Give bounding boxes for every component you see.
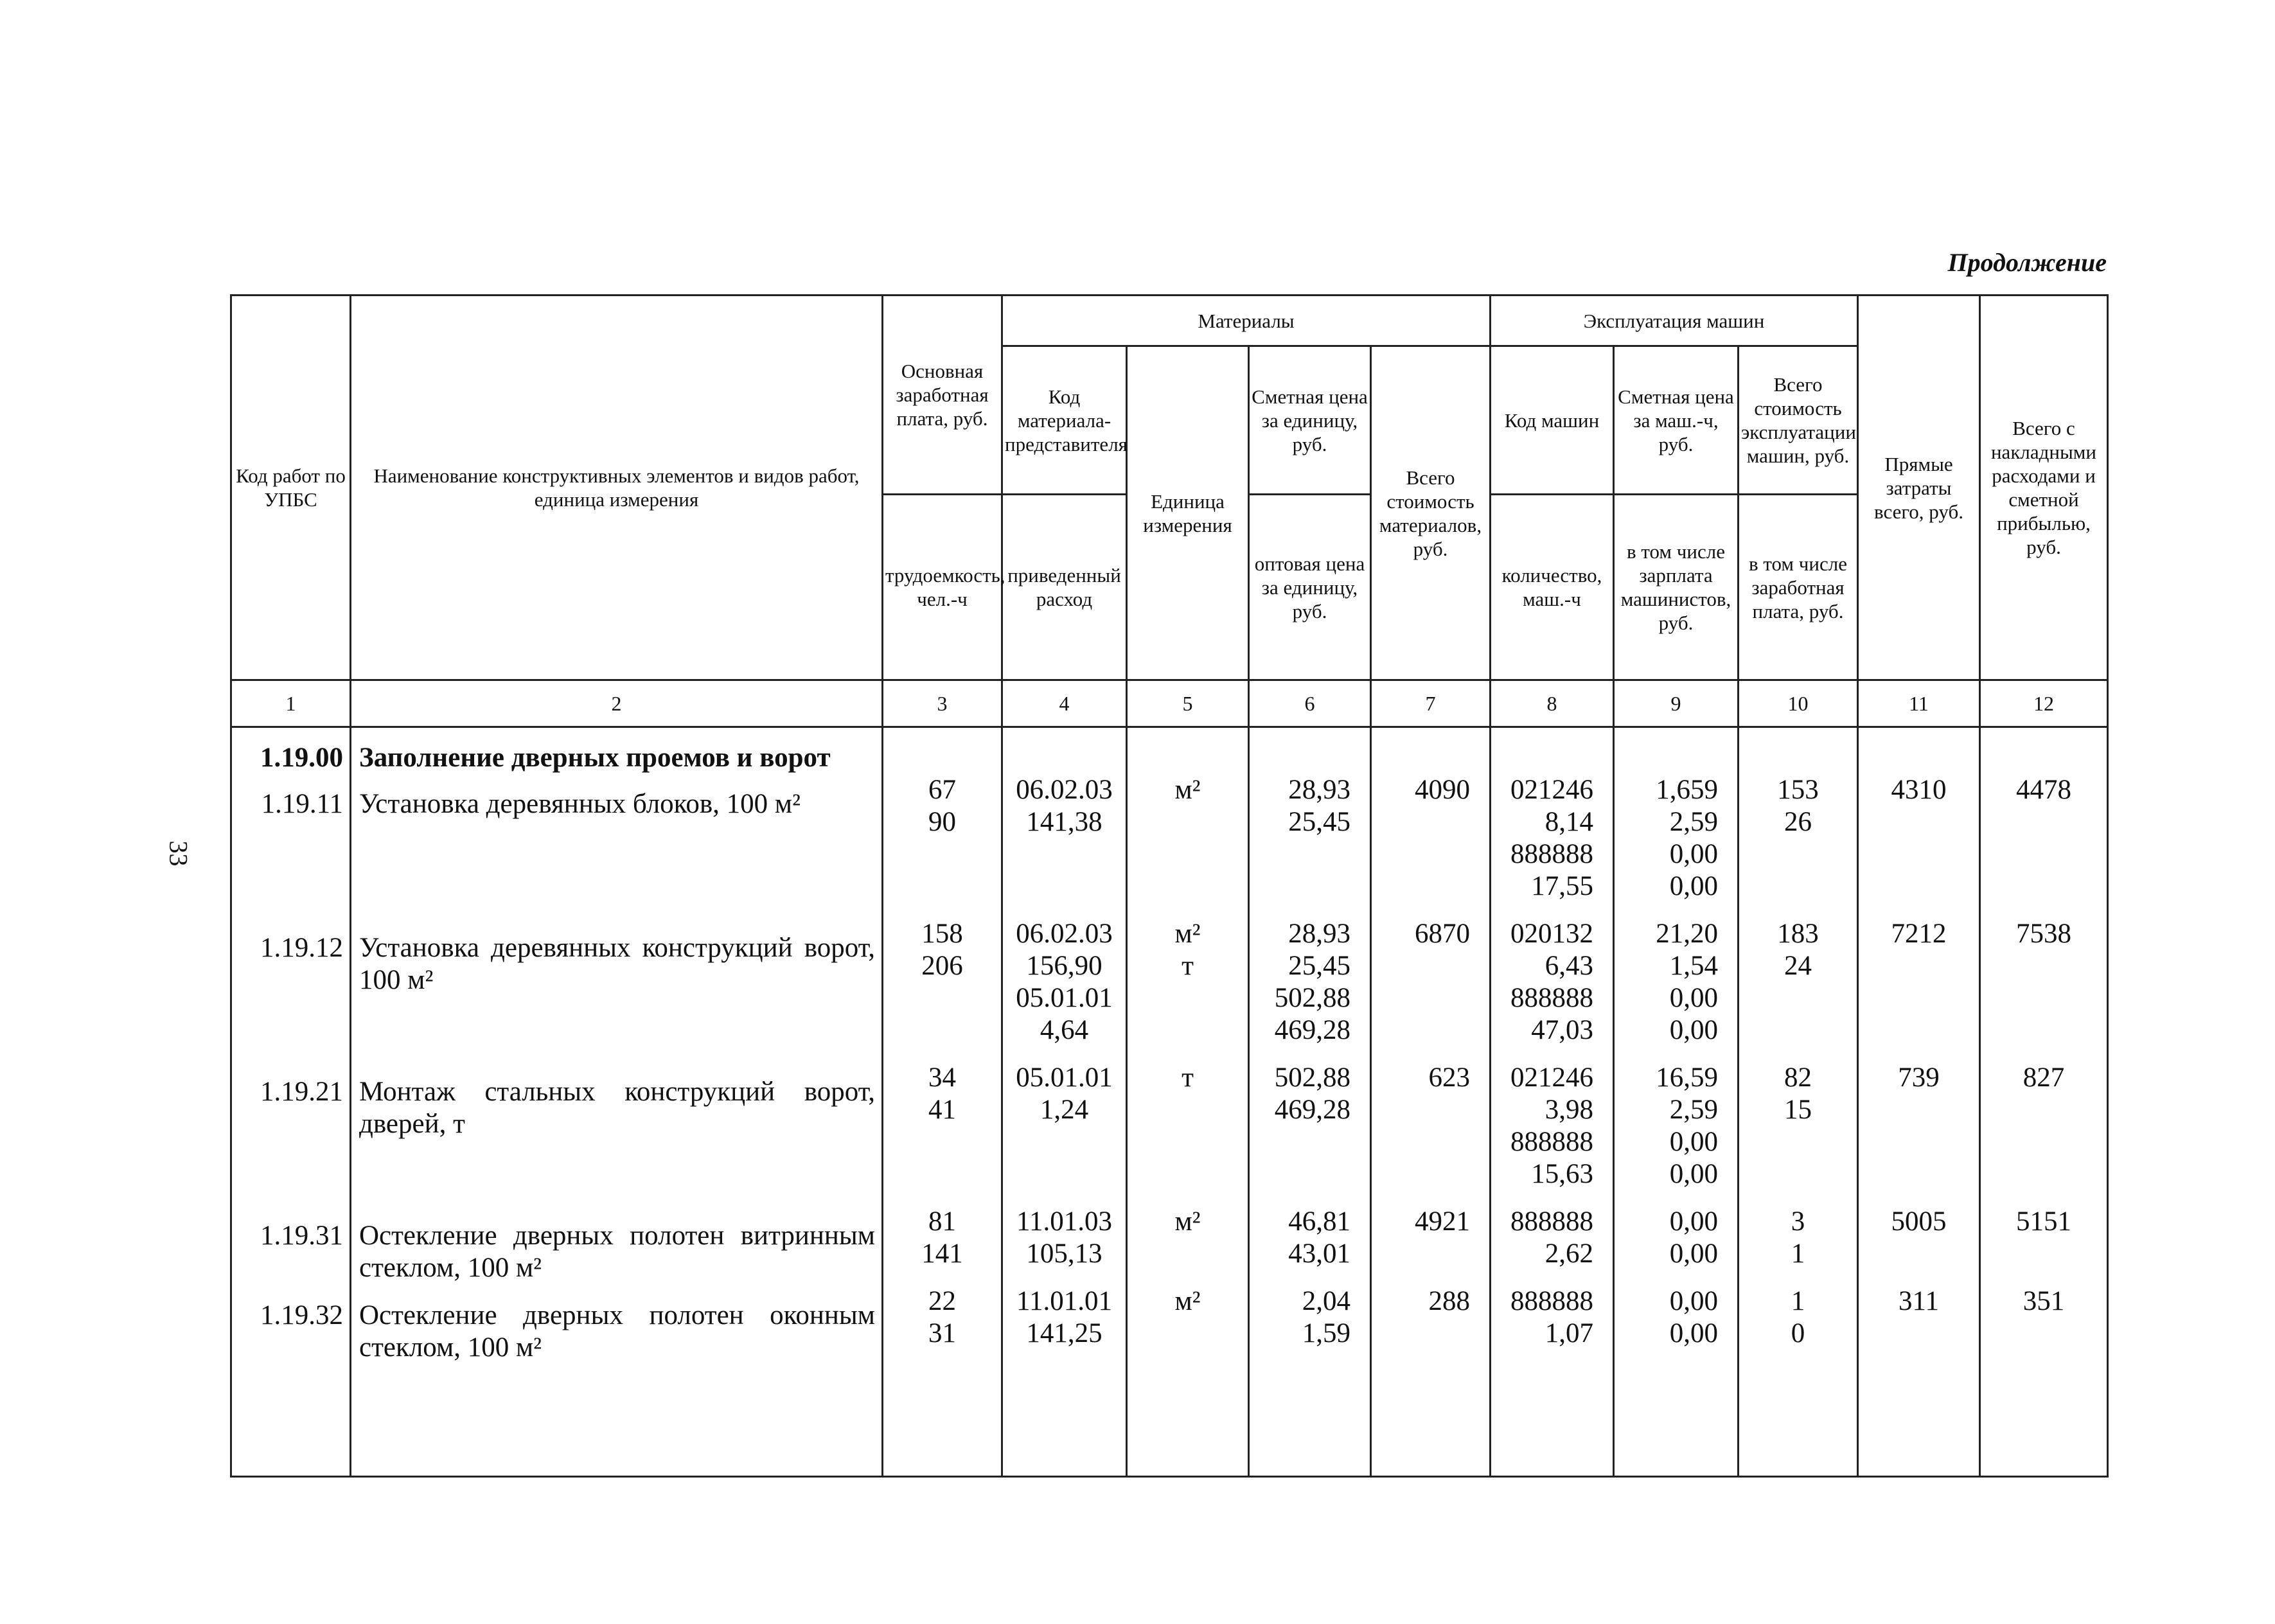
material-total: 623 bbox=[1428, 1063, 1470, 1093]
wage-value: 34 bbox=[928, 1063, 956, 1093]
unit-value: т bbox=[1182, 1063, 1194, 1093]
machine-value: 888888 bbox=[1510, 1286, 1593, 1316]
wage-value: 81 bbox=[928, 1206, 956, 1237]
col-title bbox=[351, 727, 883, 1477]
header-est-price: Сметная цена за единицу, руб. bbox=[1249, 346, 1371, 495]
table-row-block bbox=[883, 774, 1001, 918]
table-row-block bbox=[1003, 1206, 1126, 1285]
table-row-block bbox=[1491, 728, 1613, 774]
machine-value: 17,55 bbox=[1531, 871, 1593, 901]
table-row-block bbox=[1615, 1062, 1737, 1206]
machine-price-value: 0,00 bbox=[1669, 1239, 1718, 1269]
machine-value: 888888 bbox=[1510, 1127, 1593, 1157]
machine-value: 6,43 bbox=[1545, 951, 1593, 981]
table-row-block bbox=[883, 918, 1001, 1062]
wage-value: 22 bbox=[928, 1286, 956, 1316]
row-title: Установка деревянных конструкций ворот, 100 м² bbox=[359, 933, 875, 995]
table-row-block bbox=[1250, 728, 1370, 774]
price-value: 28,93 bbox=[1288, 775, 1350, 805]
col-mat-code bbox=[1002, 727, 1127, 1477]
header-mat-total: Всего стоимость материалов, руб. bbox=[1371, 346, 1491, 680]
header-wage: Основная заработная плата, руб. bbox=[883, 296, 1002, 495]
machine-price-value: 0,00 bbox=[1669, 1015, 1718, 1045]
col-unit bbox=[1127, 727, 1249, 1477]
machine-price-value: 0,00 bbox=[1669, 1206, 1718, 1237]
table-row-block bbox=[1491, 1285, 1613, 1365]
table-row-block bbox=[1739, 918, 1857, 1062]
machine-value: 1,07 bbox=[1545, 1318, 1593, 1348]
table-body bbox=[231, 727, 2108, 1477]
table-row-block bbox=[1250, 918, 1370, 1062]
machine-value: 021246 bbox=[1510, 775, 1593, 805]
material-value: 1,24 bbox=[1040, 1095, 1089, 1125]
table-row-block bbox=[1003, 774, 1126, 918]
machine-price-value: 1,659 bbox=[1656, 775, 1718, 805]
price-value: 502,88 bbox=[1274, 983, 1350, 1013]
direct-cost: 7212 bbox=[1891, 919, 1947, 949]
unit-value: м² bbox=[1174, 775, 1201, 805]
material-value: 156,90 bbox=[1026, 951, 1102, 981]
machine-value: 888888 bbox=[1510, 1206, 1593, 1237]
material-total: 6870 bbox=[1415, 919, 1470, 949]
wage-value: 141 bbox=[921, 1239, 963, 1269]
table-row-block bbox=[883, 728, 1001, 774]
column-number: 12 bbox=[1980, 680, 2108, 727]
table-row-block bbox=[1372, 1062, 1489, 1206]
table-row-block bbox=[1372, 1206, 1489, 1285]
table-row-block bbox=[1981, 1062, 2107, 1206]
header-mach-price: Сметная цена за маш.-ч, руб. bbox=[1614, 346, 1739, 495]
machine-total-value: 1 bbox=[1791, 1286, 1805, 1316]
price-value: 1,59 bbox=[1302, 1318, 1350, 1348]
material-value: 11.01.01 bbox=[1016, 1286, 1112, 1316]
table-row-block bbox=[1739, 1285, 1857, 1365]
overall-cost: 5151 bbox=[2016, 1206, 2071, 1237]
machine-value: 888888 bbox=[1510, 839, 1593, 869]
header-mat-qty: приведенный расход bbox=[1002, 495, 1127, 680]
price-value: 46,81 bbox=[1288, 1206, 1350, 1237]
table-row-block bbox=[1859, 774, 1979, 918]
machine-total-value: 0 bbox=[1791, 1318, 1805, 1348]
table-row-block bbox=[1128, 918, 1248, 1062]
col-mat-total bbox=[1371, 727, 1491, 1477]
machine-total-value: 24 bbox=[1784, 951, 1812, 981]
material-total: 288 bbox=[1428, 1286, 1470, 1316]
header-machines: Эксплуатация машин bbox=[1491, 296, 1858, 346]
table-row-block bbox=[1250, 1285, 1370, 1365]
machine-total-value: 183 bbox=[1777, 919, 1819, 949]
header-code: Код работ по УПБС bbox=[231, 296, 351, 680]
price-value: 25,45 bbox=[1288, 807, 1350, 837]
header-name: Наименование конструктивных элементов и видов работ, единица измерения bbox=[351, 296, 883, 680]
continuation-label: Продолжение bbox=[1947, 248, 2107, 277]
overall-cost: 7538 bbox=[2016, 919, 2071, 949]
header-mach-total: Всего стоимость эксплуатации машин, руб. bbox=[1739, 346, 1858, 495]
column-number: 10 bbox=[1739, 680, 1858, 727]
col-wage bbox=[883, 727, 1002, 1477]
machine-total-value: 153 bbox=[1777, 775, 1819, 805]
table-row-block bbox=[1372, 918, 1489, 1062]
table-row-block bbox=[1003, 1062, 1126, 1206]
table-row-block bbox=[1739, 728, 1857, 774]
table-row-block bbox=[232, 728, 350, 788]
material-value: 06.02.03 bbox=[1016, 919, 1113, 949]
col-mach-code bbox=[1491, 727, 1614, 1477]
price-value: 43,01 bbox=[1288, 1239, 1350, 1269]
table-row-block bbox=[351, 728, 881, 788]
column-number: 7 bbox=[1371, 680, 1491, 727]
header-unit: Единица измерения bbox=[1127, 346, 1249, 680]
overall-cost: 4478 bbox=[2016, 775, 2071, 805]
col-mach-price bbox=[1614, 727, 1739, 1477]
column-number: 11 bbox=[1858, 680, 1980, 727]
table-row-block bbox=[1003, 918, 1126, 1062]
page-number: 33 bbox=[164, 840, 193, 867]
table-row-block bbox=[1128, 1206, 1248, 1285]
wage-value: 206 bbox=[921, 951, 963, 981]
table-row-block bbox=[1250, 1062, 1370, 1206]
table-row-block bbox=[1491, 1206, 1613, 1285]
machine-price-value: 0,00 bbox=[1669, 1286, 1718, 1316]
col-direct bbox=[1858, 727, 1980, 1477]
table-row-block bbox=[1739, 774, 1857, 918]
price-value: 2,04 bbox=[1302, 1286, 1350, 1316]
table-row-block bbox=[1128, 1285, 1248, 1365]
material-total: 4090 bbox=[1415, 775, 1470, 805]
machine-total-value: 15 bbox=[1784, 1095, 1812, 1125]
table-row-block bbox=[1981, 1206, 2107, 1285]
overall-cost: 827 bbox=[2023, 1063, 2065, 1093]
column-number: 3 bbox=[883, 680, 1002, 727]
table-row-block bbox=[1372, 1285, 1489, 1365]
col-code bbox=[231, 727, 351, 1477]
machine-value: 47,03 bbox=[1531, 1015, 1593, 1045]
material-value: 141,25 bbox=[1026, 1318, 1102, 1348]
header-mat-code: Код материала-представителя bbox=[1002, 346, 1127, 495]
table-row-block bbox=[351, 932, 881, 1076]
row-code: 1.19.11 bbox=[261, 789, 343, 819]
table-row-block bbox=[1981, 918, 2107, 1062]
table-row-block bbox=[1981, 1285, 2107, 1365]
table-row-block bbox=[1859, 1206, 1979, 1285]
table-row-block bbox=[1372, 728, 1489, 774]
column-number: 4 bbox=[1002, 680, 1127, 727]
machine-value: 021246 bbox=[1510, 1063, 1593, 1093]
table-row-block bbox=[1250, 774, 1370, 918]
header-overall: Всего с накладными расходами и сметной прибылью, руб. bbox=[1980, 296, 2108, 680]
row-title: Установка деревянных блоков, 100 м² bbox=[359, 789, 801, 819]
column-numbers-row bbox=[231, 680, 2108, 727]
row-code: 1.19.32 bbox=[260, 1300, 343, 1330]
material-value: 105,13 bbox=[1026, 1239, 1102, 1269]
direct-cost: 739 bbox=[1898, 1063, 1940, 1093]
machine-price-value: 0,00 bbox=[1669, 839, 1718, 869]
machine-value: 888888 bbox=[1510, 983, 1593, 1013]
material-value: 05.01.01 bbox=[1016, 983, 1113, 1013]
machine-price-value: 2,59 bbox=[1669, 1095, 1718, 1125]
table-row-block bbox=[1128, 728, 1248, 774]
material-value: 11.01.03 bbox=[1016, 1206, 1112, 1237]
machine-price-value: 2,59 bbox=[1669, 807, 1718, 837]
machine-price-value: 0,00 bbox=[1669, 1127, 1718, 1157]
machine-value: 2,62 bbox=[1545, 1239, 1593, 1269]
header-materials: Материалы bbox=[1002, 296, 1491, 346]
table-row-block bbox=[1128, 774, 1248, 918]
header-mach-qty: количество, маш.-ч bbox=[1491, 495, 1614, 680]
wage-value: 41 bbox=[928, 1095, 956, 1125]
machine-total-value: 26 bbox=[1784, 807, 1812, 837]
header-mach-code: Код машин bbox=[1491, 346, 1614, 495]
header-wholesale: оптовая цена за единицу, руб. bbox=[1249, 495, 1371, 680]
price-value: 502,88 bbox=[1274, 1063, 1350, 1093]
col-mach-total bbox=[1739, 727, 1858, 1477]
price-table bbox=[230, 294, 2109, 1478]
col-overall bbox=[1980, 727, 2108, 1477]
machine-price-value: 0,00 bbox=[1669, 1318, 1718, 1348]
unit-value: т bbox=[1182, 951, 1194, 981]
wage-value: 90 bbox=[928, 807, 956, 837]
direct-cost: 5005 bbox=[1891, 1206, 1947, 1237]
column-number: 5 bbox=[1127, 680, 1249, 727]
material-value: 06.02.03 bbox=[1016, 775, 1113, 805]
section-code: 1.19.00 bbox=[260, 743, 343, 773]
table-row-block bbox=[1859, 1285, 1979, 1365]
machine-price-value: 16,59 bbox=[1656, 1063, 1718, 1093]
machine-value: 15,63 bbox=[1531, 1159, 1593, 1189]
table-row-block bbox=[232, 788, 350, 932]
row-title: Остекление дверных полотен витринным стеклом, 100 м² bbox=[359, 1221, 875, 1283]
table-row-block bbox=[351, 1076, 881, 1220]
col-price bbox=[1249, 727, 1371, 1477]
table-row-block bbox=[232, 1076, 350, 1220]
machine-price-value: 21,20 bbox=[1656, 919, 1718, 949]
table-row-block bbox=[1128, 1062, 1248, 1206]
machine-total-value: 1 bbox=[1791, 1239, 1805, 1269]
direct-cost: 4310 bbox=[1891, 775, 1947, 805]
table-row-block bbox=[351, 1300, 881, 1379]
wage-value: 31 bbox=[928, 1318, 956, 1348]
table-row-block bbox=[351, 788, 881, 932]
row-code: 1.19.31 bbox=[260, 1221, 343, 1251]
wage-value: 67 bbox=[928, 775, 956, 805]
wage-value: 158 bbox=[921, 919, 963, 949]
table-row-block bbox=[1739, 1062, 1857, 1206]
direct-cost: 311 bbox=[1899, 1286, 1939, 1316]
table-row-block bbox=[1859, 728, 1979, 774]
column-number: 8 bbox=[1491, 680, 1614, 727]
price-value: 469,28 bbox=[1274, 1015, 1350, 1045]
header-mach-wage: в том числе зарплата машинистов, руб. bbox=[1614, 495, 1739, 680]
table-row-block bbox=[1615, 728, 1737, 774]
table-row-block bbox=[232, 1220, 350, 1300]
table-row-block bbox=[1859, 1062, 1979, 1206]
row-title: Монтаж стальных конструкций ворот, дверей, т bbox=[359, 1077, 875, 1139]
unit-value: м² bbox=[1174, 919, 1201, 949]
material-value: 05.01.01 bbox=[1016, 1063, 1113, 1093]
machine-price-value: 0,00 bbox=[1669, 983, 1718, 1013]
header-mach-total-wage: в том числе заработная плата, руб. bbox=[1739, 495, 1858, 680]
table-row-block bbox=[1003, 728, 1126, 774]
price-value: 28,93 bbox=[1288, 919, 1350, 949]
machine-value: 3,98 bbox=[1545, 1095, 1593, 1125]
machine-value: 020132 bbox=[1510, 919, 1593, 949]
table-row-block bbox=[1615, 774, 1737, 918]
machine-price-value: 0,00 bbox=[1669, 1159, 1718, 1189]
table-row-block bbox=[1981, 728, 2107, 774]
table-row-block bbox=[232, 1300, 350, 1379]
section-title: Заполнение дверных проемов и ворот bbox=[359, 743, 831, 773]
row-code: 1.19.21 bbox=[260, 1077, 343, 1107]
price-value: 469,28 bbox=[1274, 1095, 1350, 1125]
column-number: 9 bbox=[1614, 680, 1739, 727]
column-number: 2 bbox=[351, 680, 883, 727]
table-row-block bbox=[232, 932, 350, 1076]
machine-total-value: 82 bbox=[1784, 1063, 1812, 1093]
row-code: 1.19.12 bbox=[260, 933, 343, 963]
table-row-block bbox=[1739, 1206, 1857, 1285]
unit-value: м² bbox=[1174, 1286, 1201, 1316]
price-value: 25,45 bbox=[1288, 951, 1350, 981]
machine-price-value: 0,00 bbox=[1669, 871, 1718, 901]
table-row-block bbox=[883, 1206, 1001, 1285]
unit-value: м² bbox=[1174, 1206, 1201, 1237]
table-row-block bbox=[1372, 774, 1489, 918]
table-row-block bbox=[351, 1220, 881, 1300]
material-value: 4,64 bbox=[1040, 1015, 1089, 1045]
table-row-block bbox=[1491, 1062, 1613, 1206]
column-number: 1 bbox=[231, 680, 351, 727]
table-row-block bbox=[1615, 918, 1737, 1062]
table-row-block bbox=[1003, 1285, 1126, 1365]
header-labor: трудоемкость, чел.-ч bbox=[883, 495, 1002, 680]
table-row-block bbox=[1859, 918, 1979, 1062]
table-row-block bbox=[1615, 1285, 1737, 1365]
table-row-block bbox=[883, 1285, 1001, 1365]
column-number: 6 bbox=[1249, 680, 1371, 727]
table-row-block bbox=[883, 1062, 1001, 1206]
machine-value: 8,14 bbox=[1545, 807, 1593, 837]
header-direct: Прямые затраты всего, руб. bbox=[1858, 296, 1980, 680]
table-row-block bbox=[1250, 1206, 1370, 1285]
machine-total-value: 3 bbox=[1791, 1206, 1805, 1237]
machine-price-value: 1,54 bbox=[1669, 951, 1718, 981]
table-row-block bbox=[1491, 774, 1613, 918]
row-title: Остекление дверных полотен оконным стеклом, 100 м² bbox=[359, 1300, 875, 1363]
table-row-block bbox=[1981, 774, 2107, 918]
material-total: 4921 bbox=[1415, 1206, 1470, 1237]
table-row-block bbox=[1615, 1206, 1737, 1285]
overall-cost: 351 bbox=[2023, 1286, 2065, 1316]
table-row-block bbox=[1491, 918, 1613, 1062]
material-value: 141,38 bbox=[1026, 807, 1102, 837]
